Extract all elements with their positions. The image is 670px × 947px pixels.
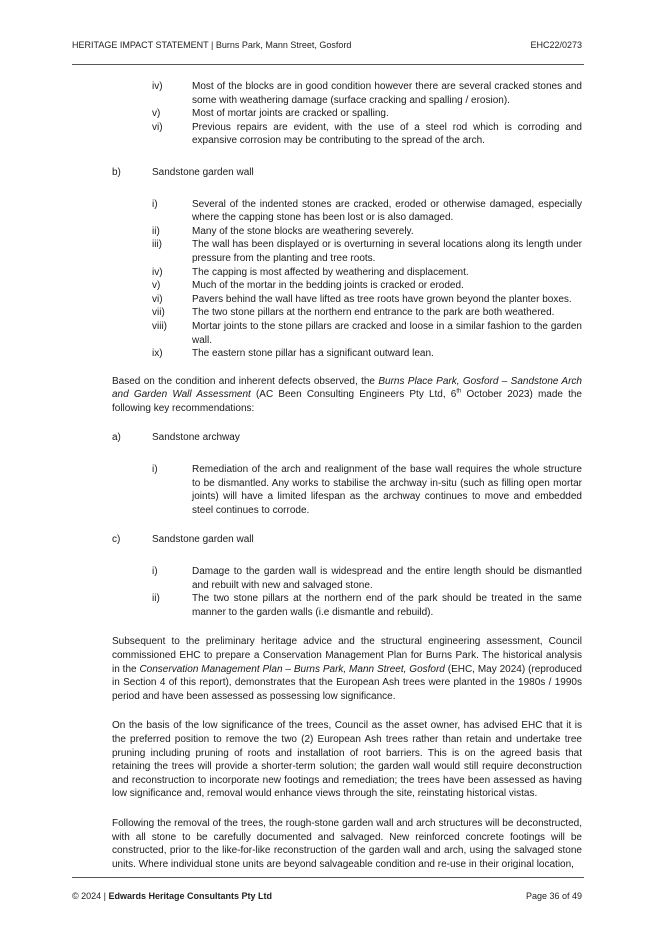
- paragraph-text: Subsequent to the preliminary heritage advice and the structural engineering assessment, Council commissioned EHC to prepare a Conservation Management Plan for Burns Park. The historical analysis in the: [112, 636, 582, 675]
- header-reference: EHC22/0273: [530, 40, 582, 50]
- list-item: [112, 306, 582, 320]
- list-item: [112, 266, 582, 280]
- item-text: Previous repairs are evident, with the use of a steel rod which is corroding and expansive corrosion may be contributing to the spread of the arch.: [192, 121, 582, 147]
- list-item: [112, 592, 582, 619]
- item-text: Mortar joints to the stone pillars are cracked and loose in a similar fashion to the garden wall.: [192, 320, 582, 346]
- list-item: [112, 320, 582, 347]
- section-letter: b): [112, 166, 121, 178]
- list-item: [112, 279, 582, 293]
- item-text: Damage to the garden wall is widespread and the entire length should be dismantled and rebuilt with new and salvaged stone.: [192, 566, 582, 591]
- item-text: Most of mortar joints are cracked or spalling.: [192, 108, 389, 120]
- arch-defects-list: [112, 80, 582, 148]
- item-text: The eastern stone pillar has a significant outward lean.: [192, 348, 434, 360]
- company-name: Edwards Heritage Consultants Pty Ltd: [108, 891, 273, 901]
- item-number: i): [152, 464, 158, 476]
- intro-text: Based on the condition and inherent defects observed, the: [112, 375, 379, 387]
- item-number: v): [152, 108, 161, 120]
- list-item: [112, 107, 582, 121]
- footer-divider: [72, 877, 584, 878]
- list-item: [112, 238, 582, 265]
- item-number: viii): [152, 320, 167, 332]
- report-title: Burns Place Park, Gosford – Sandstone Arch and Garden Wall Assessment: [112, 375, 582, 401]
- basis-paragraph: On the basis of the low significance of the trees, Council as the asset owner, has advised EHC that it is the preferred position to remove the two (2) European Ash trees rather than retain and undertake tree pruning including pruning of roots and installation of root barriers. This is on the agreed basis that retaining the trees will provide a shorter-term solution; the garden wall would still require deconstruction and reconstruction to incorporate new footings and remediation; the trees have been assessed as having low significance and, removal would enhance views through the site, reinstating historical vistas.: [112, 720, 582, 800]
- item-text: The capping is most affected by weathering and displacement.: [192, 266, 469, 278]
- list-item: [112, 198, 582, 225]
- rec-c-heading: [112, 533, 582, 547]
- recommendations-intro: [112, 375, 582, 416]
- header-title: HERITAGE IMPACT STATEMENT | Burns Park, Mann Street, Gosford: [72, 40, 352, 50]
- item-number: iii): [152, 239, 162, 251]
- archway-recommendations-list: [112, 463, 582, 517]
- item-number: v): [152, 280, 161, 292]
- list-item: [112, 463, 582, 517]
- item-text: Remediation of the arch and realignment of the base wall requires the whole structure to be dismantled. Any works to stabilise the archway in-situ (such as filling open mortar joints) will have a limited lifespan as the archway continues to move and embedded steel continues to corrode.: [192, 464, 582, 516]
- list-item: [112, 121, 582, 148]
- cmp-title: Conservation Management Plan – Burns Park, Mann Street, Gosford: [139, 663, 445, 675]
- section-title: Sandstone garden wall: [152, 534, 254, 546]
- section-letter: c): [112, 534, 121, 546]
- page-number: Page 36 of 49: [525, 891, 582, 901]
- footer-copyright: [72, 891, 272, 901]
- section-title: Sandstone archway: [152, 432, 240, 444]
- item-number: ii): [152, 225, 160, 237]
- item-number: vi): [152, 121, 163, 133]
- list-item: [112, 225, 582, 239]
- page-content: [112, 80, 582, 871]
- intro-text: (AC Been Consulting Engineers Pty Ltd, 6: [250, 389, 457, 401]
- item-number: iv): [152, 266, 163, 278]
- item-text: The two stone pillars at the northern end entrance to the park are both weathered.: [192, 307, 555, 319]
- item-number: vi): [152, 293, 163, 305]
- item-number: ii): [152, 593, 160, 605]
- cmp-paragraph: [112, 635, 582, 703]
- list-item: [112, 80, 582, 107]
- item-text: Much of the mortar in the bedding joints is cracked or eroded.: [192, 280, 464, 292]
- item-number: ix): [152, 348, 163, 360]
- rec-a-heading: [112, 431, 582, 445]
- item-number: i): [152, 198, 158, 210]
- garden-wall-defects-list: [112, 198, 582, 361]
- paragraph-text: (EHC, May 2024) (reproduced in Section 4 of this report), demonstrates that the European Ash trees were planted in the 1980s / 1990s period and have been assessed as possessing low significance.: [112, 663, 582, 702]
- page-footer: [72, 891, 582, 901]
- item-text: Many of the stone blocks are weathering severely.: [192, 225, 414, 237]
- garden-wall-recommendations-list: [112, 565, 582, 619]
- list-item: [112, 347, 582, 361]
- following-paragraph: Following the removal of the trees, the rough-stone garden wall and arch structures will be deconstructed, with all stone to be carefully documented and salvaged. New reinforced concrete footings will be constructed, prior to the like-for-like reconstruction of the garden wall and arch, using the salvaged stone units. Where individual stone units are beyond salvageable condition and re-use in their original location,: [112, 817, 582, 870]
- item-number: vii): [152, 307, 165, 319]
- item-text: The wall has been displayed or is overturning in several locations along its length under pressure from the planting and tree roots.: [192, 239, 582, 264]
- intro-text: October 2023) made the following key recommendations:: [112, 389, 582, 414]
- item-number: i): [152, 566, 158, 578]
- copyright-text: © 2024 |: [72, 891, 109, 901]
- item-text: Several of the indented stones are cracked, eroded or otherwise damaged, especially where the capping stone has been lost or is also damaged.: [192, 198, 582, 224]
- page-header: [72, 40, 582, 50]
- item-text: The two stone pillars at the northern end of the park should be treated in the same manner to the garden walls (i.e dismantle and rebuild).: [192, 593, 582, 618]
- item-text: Most of the blocks are in good condition however there are several cracked stones and some with weathering damage (surface cracking and spalling / erosion).: [192, 81, 582, 106]
- list-item: [112, 293, 582, 307]
- list-item: [112, 565, 582, 592]
- item-text: Pavers behind the wall have lifted as tree roots have grown beyond the planter boxes.: [192, 293, 572, 305]
- section-title: Sandstone garden wall: [152, 166, 254, 178]
- section-letter: a): [112, 432, 121, 444]
- section-b-heading: [112, 166, 582, 180]
- item-number: iv): [152, 81, 163, 92]
- date-suffix: th: [456, 388, 462, 395]
- header-divider: [72, 64, 584, 65]
